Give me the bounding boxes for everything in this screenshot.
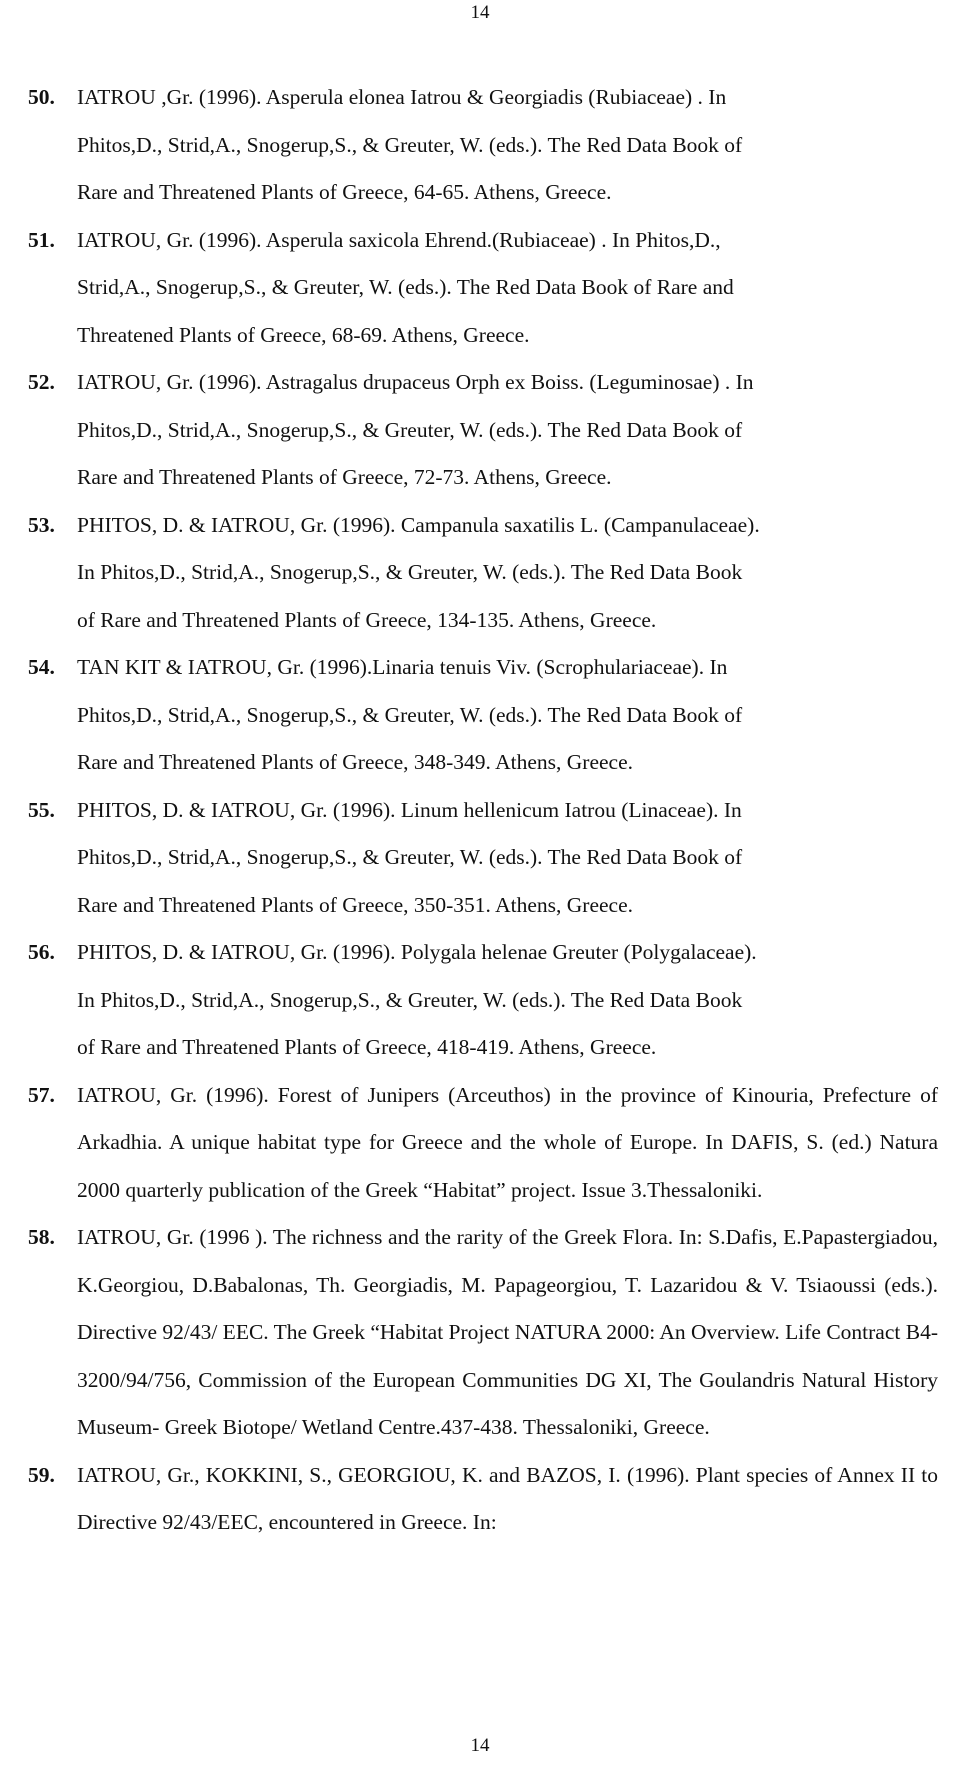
reference-item [28, 217, 948, 360]
reference-line: PHITOS, D. & IATROU, Gr. (1996). Campanula saxatilis L. (Campanulaceae). [77, 512, 760, 537]
reference-line: Rare and Threatened Plants of Greece, 348-349. Athens, Greece. [77, 750, 633, 774]
reference-list [28, 74, 948, 1547]
reference-line: IATROU, Gr. (1996). Asperula saxicola Ehrend.(Rubiaceae) . In Phitos,D., [77, 227, 721, 252]
reference-text [77, 217, 948, 360]
reference-line: of Rare and Threatened Plants of Greece, 134-135. Athens, Greece. [77, 607, 657, 632]
reference-item [28, 1214, 948, 1452]
reference-number: 50. [28, 85, 55, 109]
reference-line: of Rare and Threatened Plants of Greece, 418-419. Athens, Greece. [77, 1035, 657, 1059]
reference-number: 54. [28, 655, 55, 679]
reference-text: IATROU, Gr., KOKKINI, S., GEORGIOU, K. and BAZOS, I. (1996). Plant species of Annex II to Directive 92/43/EEC, encountered in Greece. In: [77, 1462, 938, 1534]
reference-line: Strid,A., Snogerup,S., & Greuter, W. (eds.). The Red Data Book of Rare and [77, 275, 734, 299]
reference-text [77, 359, 948, 502]
reference-line: Threatened Plants of Greece, 68-69. Athens, Greece. [77, 322, 530, 347]
page-number-bottom: 14 [470, 1735, 490, 1756]
reference-item [28, 1452, 948, 1547]
reference-line: TAN KIT & IATROU, Gr. (1996).Linaria tenuis Viv. (Scrophulariaceae). In [77, 655, 728, 679]
reference-line: Rare and Threatened Plants of Greece, 350-351. Athens, Greece. [77, 892, 633, 917]
reference-number: 57. [28, 1082, 55, 1107]
reference-text [77, 929, 948, 1072]
reference-line: Phitos,D., Strid,A., Snogerup,S., & Greuter, W. (eds.). The Red Data Book of [77, 702, 743, 727]
reference-line: Phitos,D., Strid,A., Snogerup,S., & Greuter, W. (eds.). The Red Data Book of [77, 845, 743, 869]
reference-line: PHITOS, D. & IATROU, Gr. (1996). Polygala helenae Greuter (Polygalaceae). [77, 940, 757, 964]
reference-number: 56. [28, 940, 55, 964]
reference-text [77, 502, 948, 645]
reference-number: 58. [28, 1225, 55, 1249]
reference-item [28, 74, 948, 217]
reference-line: Phitos,D., Strid,A., Snogerup,S., & Greuter, W. (eds.). The Red Data Book of [77, 417, 743, 442]
reference-text: IATROU, Gr. (1996). Forest of Junipers (Arceuthos) in the province of Kinouria, Prefecture of Arkadhia. A unique habitat type for Greece and the whole of Europe. In DAFIS, S. (ed.) Natura 2000 quarterly publication of the Greek “Habitat” project. Issue 3.Thessaloniki. [77, 1082, 938, 1202]
reference-number: 51. [28, 227, 55, 252]
reference-item [28, 644, 948, 787]
reference-line: IATROU, Gr. (1996). Astragalus drupaceus Orph ex Boiss. (Leguminosae) . In [77, 370, 754, 394]
reference-line: Rare and Threatened Plants of Greece, 64-65. Athens, Greece. [77, 180, 612, 204]
reference-item [28, 1072, 948, 1215]
reference-item [28, 502, 948, 645]
reference-text: IATROU, Gr. (1996 ). The richness and the rarity of the Greek Flora. In: S.Dafis, E.Papastergiadou, K.Georgiou, D.Babalonas, Th. Georgiadis, M. Papageorgiou, T. Lazaridou & V. Tsiaoussi (eds.). Directive 92/43/ EEC. The Greek “Habitat Project NATURA 2000: An Overview. Life Contract B4-3200/94/756, Commission of the European Communities DG XI, The Goulandris Natural History Museum- Greek Biotope/ Wetland Centre.437-438. Thessaloniki, Greece. [77, 1225, 938, 1439]
reference-item [28, 787, 948, 930]
reference-line: Phitos,D., Strid,A., Snogerup,S., & Greuter, W. (eds.). The Red Data Book of [77, 132, 743, 157]
reference-item [28, 359, 948, 502]
reference-line: In Phitos,D., Strid,A., Snogerup,S., & Greuter, W. (eds.). The Red Data Book [77, 987, 743, 1012]
reference-item [28, 929, 948, 1072]
reference-line: Rare and Threatened Plants of Greece, 72-73. Athens, Greece. [77, 465, 612, 489]
reference-line: IATROU ,Gr. (1996). Asperula elonea Iatrou & Georgiadis (Rubiaceae) . In [77, 85, 727, 109]
reference-text [77, 74, 948, 217]
reference-text [77, 644, 948, 787]
reference-text [77, 787, 948, 930]
reference-line: In Phitos,D., Strid,A., Snogerup,S., & Greuter, W. (eds.). The Red Data Book [77, 560, 743, 584]
reference-number: 53. [28, 512, 55, 537]
reference-line: PHITOS, D. & IATROU, Gr. (1996). Linum hellenicum Iatrou (Linaceae). In [77, 797, 742, 822]
page-number-top: 14 [470, 2, 490, 23]
reference-number: 55. [28, 797, 55, 822]
reference-number: 52. [28, 370, 55, 394]
reference-number: 59. [28, 1462, 55, 1487]
